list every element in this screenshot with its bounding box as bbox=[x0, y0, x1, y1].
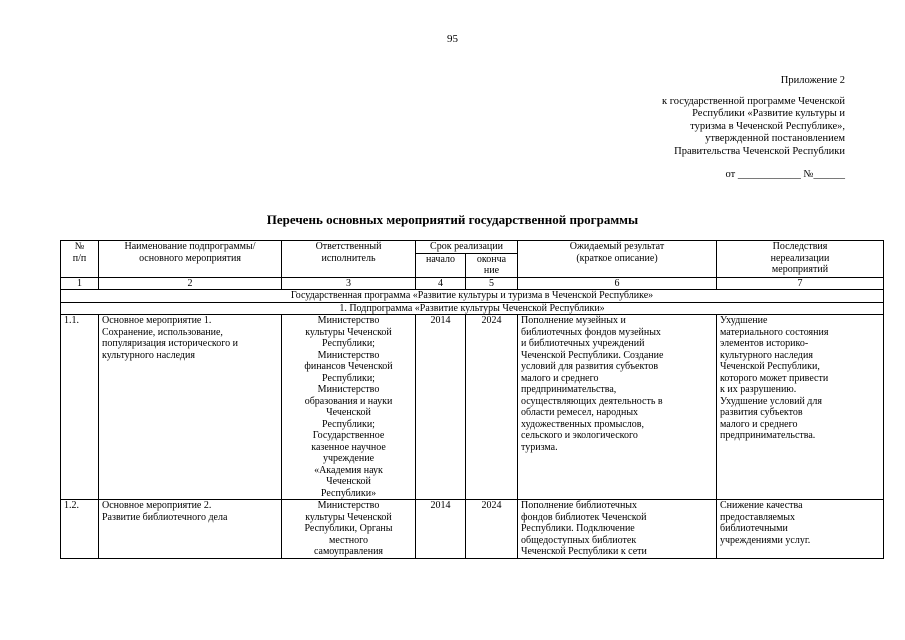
table-row bbox=[61, 500, 884, 559]
column-number: 7 bbox=[717, 277, 884, 290]
header-start: начало bbox=[416, 253, 466, 277]
row-end: 2024 bbox=[466, 315, 518, 500]
header-consequences: Последствия нереализации мероприятий bbox=[717, 241, 884, 278]
row-name: Основное мероприятие 2. Развитие библиотечного дела bbox=[99, 500, 282, 559]
program-row bbox=[61, 290, 884, 303]
subprogram-row bbox=[61, 302, 884, 315]
subprogram-title: 1. Подпрограмма «Развитие культуры Чеченской Республики» bbox=[61, 302, 884, 315]
appendix-line: Республики «Развитие культуры и bbox=[692, 108, 845, 119]
appendix-line: туризма в Чеченской Республике», bbox=[690, 120, 845, 132]
appendix-line: Правительства Чеченской Республики bbox=[674, 145, 845, 157]
column-numbers-row bbox=[61, 277, 884, 290]
row-end: 2024 bbox=[466, 500, 518, 559]
row-result: Пополнение музейных и библиотечных фондов музейных и библиотечных учреждений Чеченской Республики. Создание условий для развития субъектов малого и среднего предпринимательства, осуществляющих деятельность в области ремесел, народных художественных промыслов, сельского и экологического туризма. bbox=[518, 315, 717, 500]
measures-table bbox=[60, 240, 884, 559]
row-name: Основное мероприятие 1. Сохранение, использование, популяризация исторического и культурного наследия bbox=[99, 315, 282, 500]
row-start: 2014 bbox=[416, 500, 466, 559]
row-result: Пополнение библиотечных фондов библиотек Чеченской Республики. Подключение общедоступных библиотек Чеченской Республики к сети bbox=[518, 500, 717, 559]
row-start: 2014 bbox=[416, 315, 466, 500]
header-period: Срок реализации bbox=[416, 241, 518, 254]
table-header-row bbox=[61, 241, 884, 254]
appendix-title: Приложение 2 bbox=[780, 75, 845, 86]
column-number: 3 bbox=[282, 277, 416, 290]
column-number: 5 bbox=[466, 277, 518, 290]
document-title: Перечень основных мероприятий государственной программы bbox=[266, 212, 639, 227]
appendix-line: утвержденной постановлением bbox=[705, 133, 845, 144]
column-number: 1 bbox=[61, 277, 99, 290]
row-executor: Министерство культуры Чеченской Республики, Органы местного самоуправления bbox=[282, 500, 416, 559]
row-consequences: Снижение качества предоставляемых библиотечными учреждениями услуг. bbox=[717, 500, 884, 559]
appendix-date-line: от ____________ №______ bbox=[725, 169, 845, 180]
appendix-block bbox=[560, 75, 845, 182]
row-num: 1.2. bbox=[61, 500, 99, 559]
appendix-line: к государственной программе Чеченской bbox=[662, 95, 845, 107]
column-number: 2 bbox=[99, 277, 282, 290]
program-title: Государственная программа «Развитие культуры и туризма в Чеченской Республике» bbox=[61, 290, 884, 303]
row-consequences: Ухудшение материального состояния элементов историко- культурного наследия Чеченской Республики, которого может привести к их разрушению. Ухудшение условий для развития субъектов малого и среднего предпринимательства. bbox=[717, 315, 884, 500]
header-result: Ожидаемый результат (краткое описание) bbox=[518, 241, 717, 278]
column-number: 4 bbox=[416, 277, 466, 290]
table-row bbox=[61, 315, 884, 500]
row-num: 1.1. bbox=[61, 315, 99, 500]
header-name: Наименование подпрограммы/ основного мероприятия bbox=[99, 241, 282, 278]
column-number: 6 bbox=[518, 277, 717, 290]
row-executor: Министерство культуры Чеченской Республики; Министерство финансов Чеченской Республики; Министерство образования и науки Чеченской Республики; Государственное казенное научное учреждение «Академия наук Чеченской Республики» bbox=[282, 315, 416, 500]
header-executor: Ответственный исполнитель bbox=[282, 241, 416, 278]
header-end: оконча ние bbox=[466, 253, 518, 277]
header-num: № п/п bbox=[61, 241, 99, 278]
page-number: 95 bbox=[447, 33, 458, 45]
